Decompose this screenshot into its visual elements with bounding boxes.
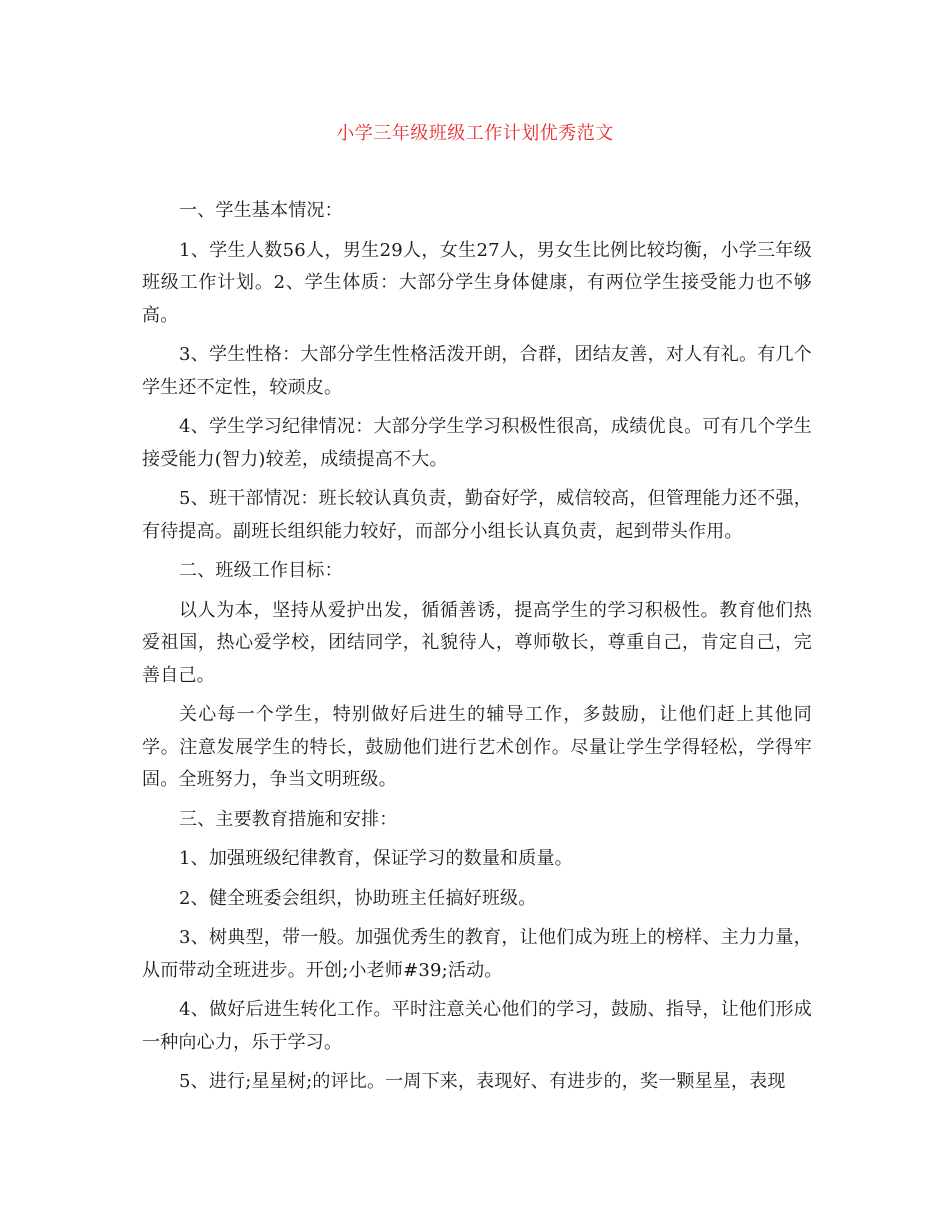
paragraph-measure-role-models: 3、树典型，带一般。加强优秀生的教育，让他们成为班上的榜样、主力力量，从而带动全班进步。开创;小老师#39;活动。 [142,927,812,981]
paragraph-student-count: 1、学生人数56人，男生29人，女生27人，男女生比例比较均衡，小学三年级班级工作计划。2、学生体质：大部分学生身体健康，有两位学生接受能力也不够高。 [142,239,812,326]
paragraph-class-cadres: 5、班干部情况：班长较认真负责，勤奋好学，威信较高，但管理能力还不强，有待提高。副班长组织能力较好，而部分小组长认真负责，起到带头作用。 [142,488,812,542]
paragraph-measure-discipline: 1、加强班级纪律教育，保证学习的数量和质量。 [179,848,573,869]
section-heading-measures: 三、主要教育措施和安排： [179,808,398,830]
paragraph-measure-committee: 2、健全班委会组织，协助班主任搞好班级。 [179,887,537,909]
document-body [142,195,812,1106]
section-heading-basic-info: 一、学生基本情况： [179,200,343,221]
paragraph-measure-struggling-students: 4、做好后进生转化工作。平时注意关心他们的学习，鼓励、指导，让他们形成一种向心力，乐于学习。 [142,999,812,1053]
paragraph-study-discipline: 4、学生学习纪律情况：大部分学生学习积极性很高，成绩优良。可有几个学生接受能力(智力)较差，成绩提高不大。 [142,416,812,470]
document-title: 小学三年级班级工作计划优秀范文 [336,123,614,144]
paragraph-measure-star-tree: 5、进行;星星树;的评比。一周下来，表现好、有进步的，奖一颗星星，表现 [179,1071,786,1092]
paragraph-goal-care-students: 关心每一个学生，特别做好后进生的辅导工作，多鼓励，让他们赶上其他同学。注意发展学生的特长，鼓励他们进行艺术创作。尽量让学生学得轻松，学得牢固。全班努力，争当文明班级。 [142,704,812,790]
paragraph-student-character: 3、学生性格：大部分学生性格活泼开朗，合群，团结友善，对人有礼。有几个学生还不定性，较顽皮。 [142,344,812,398]
section-heading-goals: 二、班级工作目标： [179,560,343,581]
paragraph-goal-people-first: 以人为本，坚持从爱护出发，循循善诱，提高学生的学习积极性。教育他们热爱祖国，热心爱学校，团结同学，礼貌待人，尊师敬长，尊重自己，肯定自己，完善自己。 [142,599,812,686]
